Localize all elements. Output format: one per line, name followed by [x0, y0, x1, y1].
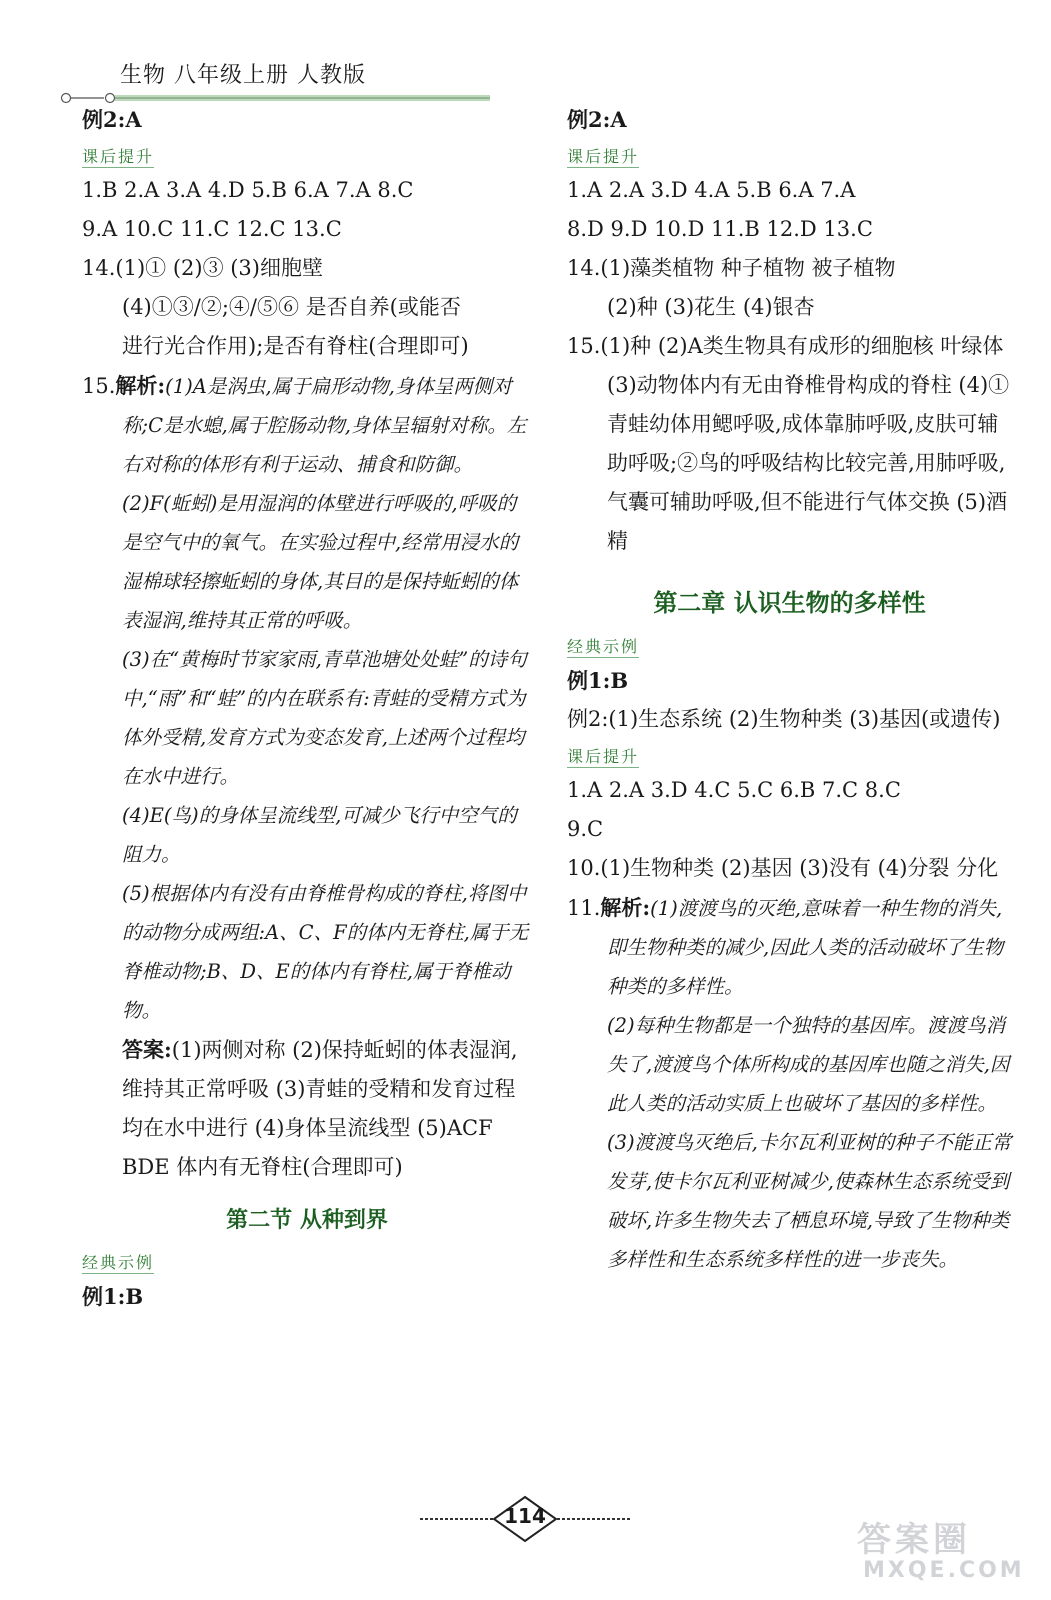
question-15: 15.(1)种 (2)A类生物具有成形的细胞核 叶绿体 (3)动物体内有无由脊椎骨构成的脊柱 (4)①青蛙幼体用鳃呼吸,成体靠肺呼吸,皮肤可辅助呼吸;②鸟的呼吸结构比较完善,用肺呼吸,气囊可辅助呼吸,但不能进行气体交换 (5)酒精	[567, 334, 1010, 553]
question-14: 14.(1)① (2)③ (3)细胞壁	[82, 256, 323, 280]
section-label-classic-example: 经典示例	[567, 637, 640, 656]
answer-line: 9.C	[567, 817, 604, 841]
example-1: 例1:B	[82, 1284, 144, 1309]
example-2: 例2:A	[567, 107, 627, 132]
example-2: 例2:(1)生态系统 (2)生物种类 (3)基因(或遗传)	[567, 707, 1001, 731]
section-label-after-class: 课后提升	[567, 747, 640, 766]
section-label-after-class: 课后提升	[567, 147, 640, 166]
analysis-paragraph: (3)渡渡鸟灭绝后,卡尔瓦利亚树的种子不能正常发芽,使卡尔瓦利亚树减少,使森林生态系统受到破坏,许多生物失去了栖息环境,导致了生物种类多样性和生态系统多样性的进一步丧失。	[607, 1131, 1012, 1271]
answer-line: 1.B 2.A 3.A 4.D 5.B 6.A 7.A 8.C	[82, 178, 414, 202]
question-14-cont: (2)种 (3)花生 (4)银杏	[607, 295, 815, 319]
question-10: 10.(1)生物种类 (2)基因 (3)没有 (4)分裂 分化	[567, 856, 999, 880]
analysis-paragraph: (5)根据体内有没有由脊椎骨构成的脊柱,将图中的动物分成两组:A、C、F的体内无脊柱,属于无脊椎动物;B、D、E的体内有脊柱,属于脊椎动物。	[122, 882, 529, 1022]
section-label-classic-example: 经典示例	[82, 1253, 155, 1272]
question-15-answer: 答案:(1)两侧对称 (2)保持蚯蚓的体表湿润,维持其正常呼吸 (3)青蛙的受精和发育过程均在水中进行 (4)身体呈流线型 (5)ACF BDE 体内有无脊柱(合理即可)	[122, 1037, 518, 1179]
answer-line: 8.D 9.D 10.D 11.B 12.D 13.C	[567, 217, 873, 241]
section-heading: 第二节 从种到界	[226, 1208, 388, 1233]
question-14: 14.(1)藻类植物 种子植物 被子植物	[567, 256, 896, 280]
question-14-cont: (4)①③/②;④/⑤⑥ 是否自养(或能否	[122, 295, 461, 319]
section-label-after-class: 课后提升	[82, 147, 155, 166]
analysis-paragraph: (2)F(蚯蚓)是用湿润的体壁进行呼吸的,呼吸的是空气中的氧气。在实验过程中,经常用浸水的湿棉球轻擦蚯蚓的身体,其目的是保持蚯蚓的体表湿润,维持其正常的呼吸。	[122, 492, 519, 632]
analysis-paragraph: (2)每种生物都是一个独特的基因库。渡渡鸟消失了,渡渡鸟个体所构成的基因库也随之消失,因此人类的活动实质上也破坏了基因的多样性。	[607, 1014, 1010, 1115]
header-title: 生物 八年级上册 人教版	[120, 63, 366, 88]
answer-line: 1.A 2.A 3.D 4.A 5.B 6.A 7.A	[567, 178, 856, 202]
answer-line: 1.A 2.A 3.D 4.C 5.C 6.B 7.C 8.C	[567, 778, 901, 802]
example-2: 例2:A	[82, 107, 142, 132]
watermark-logo: 答案圈 MXQE.COM	[857, 1520, 1025, 1583]
right-column	[567, 100, 1012, 1279]
question-15-analysis: 15.解析:(1)A是涡虫,属于扁形动物,身体呈两侧对称;C是水螅,属于腔肠动物,身体呈辐射对称。左右对称的体形有利于运动、捕食和防御。	[82, 373, 527, 476]
left-column	[82, 100, 532, 1316]
analysis-paragraph: (3)在“黄梅时节家家雨,青草池塘处处蛙”的诗句中,“雨”和“蛙”的内在联系有:青蛙的受精方式为体外受精,发育方式为变态发育,上述两个过程均在水中进行。	[122, 648, 527, 788]
question-14-cont: 进行光合作用);是否有脊柱(合理即可)	[122, 334, 469, 358]
example-1: 例1:B	[567, 668, 629, 693]
analysis-paragraph: (4)E(鸟)的身体呈流线型,可减少飞行中空气的阻力。	[122, 804, 517, 866]
chapter-heading: 第二章 认识生物的多样性	[653, 589, 926, 617]
answer-line: 9.A 10.C 11.C 12.C 13.C	[82, 217, 342, 241]
page-number: 114	[504, 1504, 546, 1528]
question-11-analysis: 11.解析:(1)渡渡鸟的灭绝,意味着一种生物的消失,即生物种类的减少,因此人类的活动破坏了生物种类的多样性。	[567, 895, 1004, 998]
